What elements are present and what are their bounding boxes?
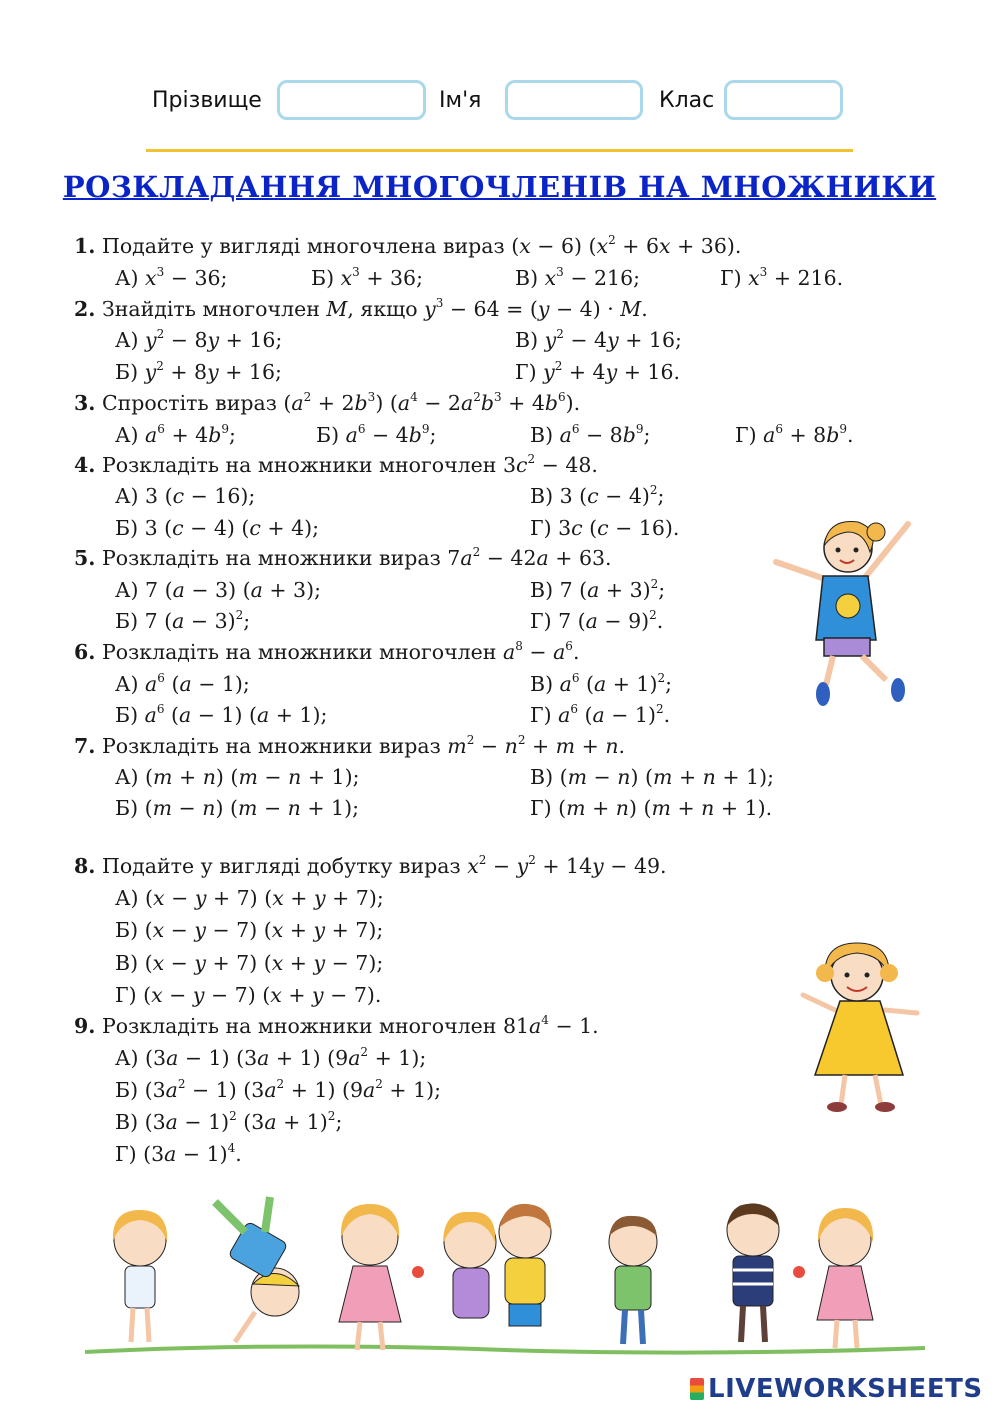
class-label: Клас xyxy=(659,88,715,113)
option[interactable]: В) $a^6 - 8b^9$; xyxy=(530,422,651,447)
option[interactable]: Г) 3c (c − 16). xyxy=(530,516,680,540)
yellow-dress-girl-illustration xyxy=(795,935,925,1115)
name-label: Ім'я xyxy=(439,88,482,113)
surname-input[interactable] xyxy=(277,80,426,120)
option[interactable]: Г) $a^6$ $(a - 1)^2$. xyxy=(530,702,671,727)
option[interactable]: Б) 3 (c − 4) (c + 4); xyxy=(115,516,320,540)
option[interactable]: Б) (x − y − 7) (x + y + 7); xyxy=(115,918,384,942)
question-5: 5. Розкладіть на множники вираз $7a^2 - 42a + 63$. xyxy=(74,545,612,570)
option[interactable]: В) (m − n) (m + n + 1); xyxy=(530,765,775,789)
option[interactable]: Г) $y^2 + 4y + 16$. xyxy=(515,359,680,384)
liveworksheets-icon xyxy=(690,1378,704,1400)
option[interactable]: В) $x^3 - 216$; xyxy=(515,265,641,290)
option[interactable]: В) $(3a - 1)^2$ $(3a + 1)^2$; xyxy=(115,1109,343,1134)
option[interactable]: Г) 7 $(a - 9)^2$. xyxy=(530,608,664,633)
question-1: 1. Подайте у вигляді многочлена вираз (x − 6) $(x^2 + 6x + 36)$. xyxy=(74,233,742,258)
option[interactable]: Г) $a^6 + 8b^9$. xyxy=(735,422,854,447)
jumping-girl-illustration xyxy=(768,510,918,710)
option[interactable]: Б) (m − n) (m − n + 1); xyxy=(115,796,360,820)
liveworksheets-logo: LIVEWORKSHEETS xyxy=(690,1374,983,1404)
option[interactable]: Г) $(3a - 1)^4$. xyxy=(115,1141,242,1166)
question-3: 3. Спростіть вираз $(a^2 + 2b^3) (a^4 - 2a^2b^3 + 4b^6)$. xyxy=(74,390,581,415)
option[interactable]: Б) $x^3 + 36$; xyxy=(311,265,423,290)
option[interactable]: А) (m + n) (m − n + 1); xyxy=(115,765,360,789)
option[interactable]: Г) (m + n) (m + n + 1). xyxy=(530,796,773,820)
option[interactable]: А) 7 (a − 3) (a + 3); xyxy=(115,578,322,602)
question-9: 9. Розкладіть на множники многочлен $81a^4 - 1$. xyxy=(74,1013,599,1038)
option[interactable]: Б) 7 $(a - 3)^2$; xyxy=(115,608,251,633)
option[interactable]: Б) $y^2 + 8y + 16$; xyxy=(115,359,282,384)
option[interactable]: Б) $a^6$ (a − 1) (a + 1); xyxy=(115,702,328,727)
option[interactable]: В) $a^6$ $(a + 1)^2$; xyxy=(530,671,673,696)
header-divider xyxy=(146,149,853,152)
name-input[interactable] xyxy=(505,80,643,120)
question-7: 7. Розкладіть на множники вираз $m^2 - n^2 + m + n$. xyxy=(74,733,626,758)
option[interactable]: А) $a^6$ (a − 1); xyxy=(115,671,250,696)
children-group-illustration xyxy=(85,1192,925,1367)
question-4: 4. Розкладіть на множники многочлен $3c^2 - 48$. xyxy=(74,452,598,477)
option[interactable]: В) 3 $(c - 4)^2$; xyxy=(530,483,665,508)
page-title: РОЗКЛАДАННЯ МНОГОЧЛЕНІВ НА МНОЖНИКИ xyxy=(62,170,937,204)
option[interactable]: А) $y^2 - 8y + 16$; xyxy=(115,327,283,352)
option[interactable]: В) $y^2 - 4y + 16$; xyxy=(515,327,682,352)
option[interactable]: А) 3 (c − 16); xyxy=(115,484,256,508)
surname-label: Прізвище xyxy=(152,88,262,113)
option[interactable]: Б) $(3a^2 - 1) (3a^2 + 1) (9a^2 + 1)$; xyxy=(115,1077,442,1102)
option[interactable]: А) (3a − 1) (3a + 1) $(9a^2 + 1)$; xyxy=(115,1045,427,1070)
option[interactable]: Б) $a^6 - 4b^9$; xyxy=(316,422,437,447)
option[interactable]: А) (x − y + 7) (x + y + 7); xyxy=(115,886,384,910)
option[interactable]: А) $a^6 + 4b^9$; xyxy=(115,422,236,447)
question-8: 8. Подайте у вигляді добутку вираз $x^2 - y^2 + 14y - 49$. xyxy=(74,853,667,878)
option[interactable]: Г) $x^3 + 216$. xyxy=(720,265,844,290)
question-2: 2. Знайдіть многочлен M, якщо $y^3 - 64 = (y - 4) \cdot M$. xyxy=(74,296,648,321)
class-input[interactable] xyxy=(724,80,843,120)
option[interactable]: В) 7 $(a + 3)^2$; xyxy=(530,577,666,602)
option[interactable]: Г) (x − y − 7) (x + y − 7). xyxy=(115,983,382,1007)
question-6: 6. Розкладіть на множники многочлен $a^8 - a^6$. xyxy=(74,639,580,664)
option[interactable]: А) $x^3 - 36$; xyxy=(115,265,228,290)
option[interactable]: В) (x − y + 7) (x + y − 7); xyxy=(115,951,384,975)
